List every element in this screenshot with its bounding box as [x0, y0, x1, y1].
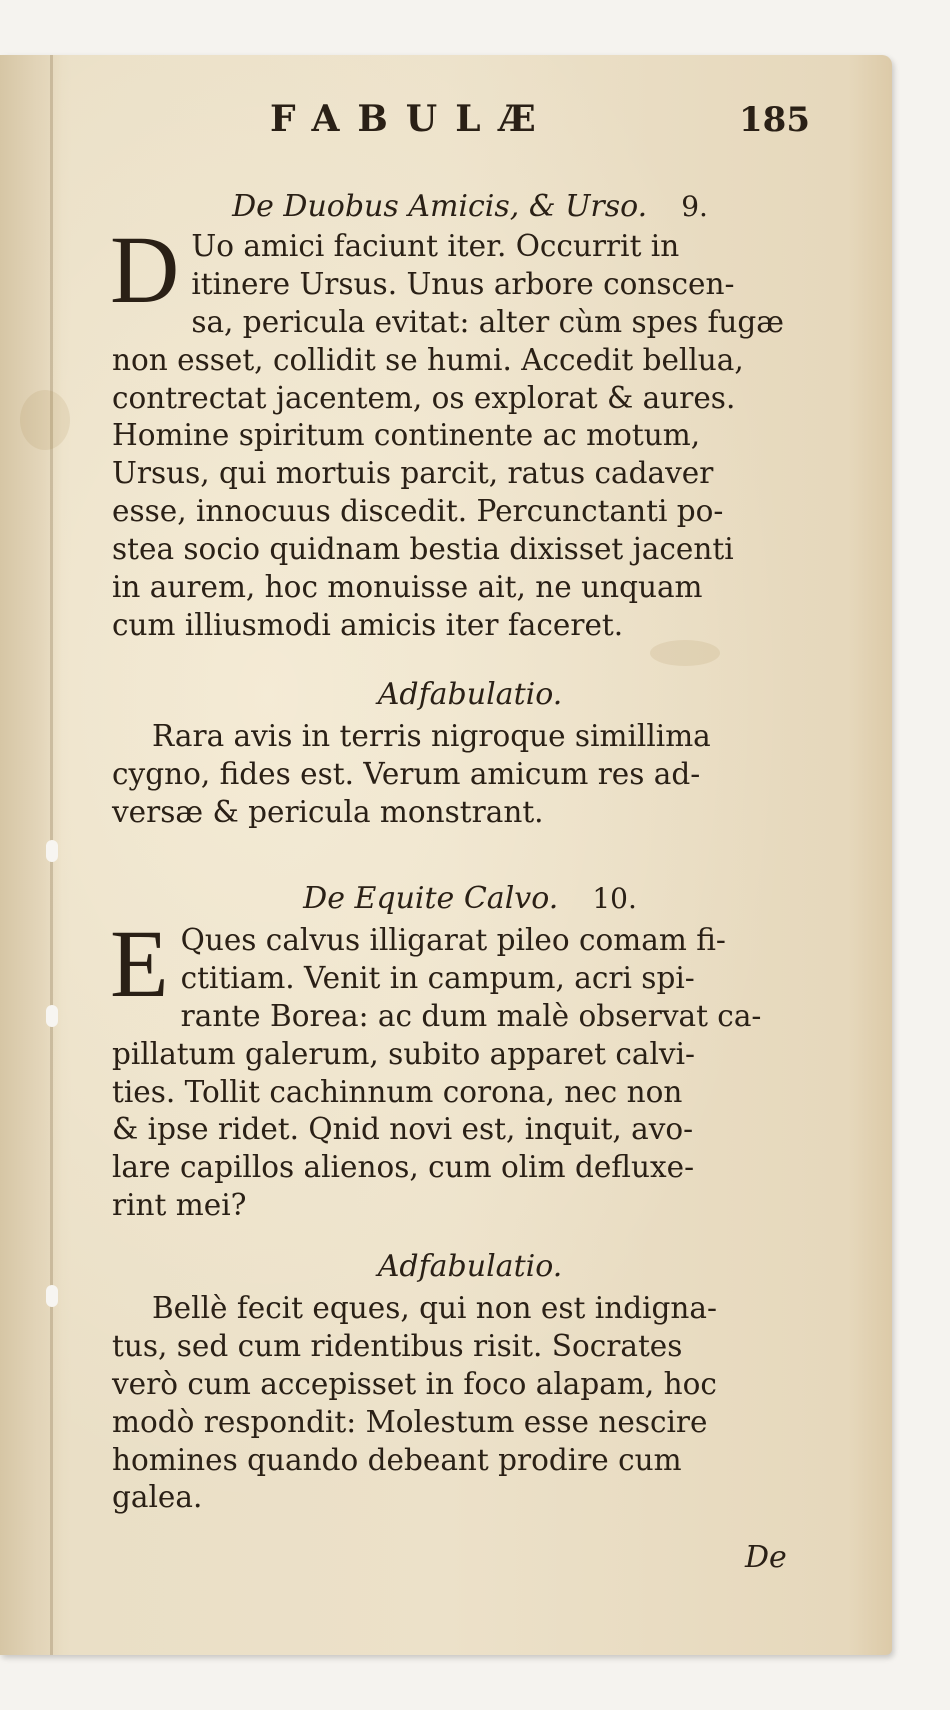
binding-hole: [46, 1005, 58, 1027]
fable-10-line: lare capillos alienos, cum olim defluxe-: [112, 1150, 695, 1185]
fable-9-moral-line: cygno, fides est. Verum amicum res ad-: [112, 756, 701, 791]
fable-10-line: rante Borea: ac dum malè observat ca-: [180, 998, 762, 1033]
binding-hole: [46, 840, 58, 862]
catchword: De: [745, 1540, 787, 1575]
fable-10-moral: [112, 1290, 834, 1517]
page-number: 185: [739, 100, 810, 140]
fable-9-line: esse, innocuus discedit. Percunctanti po-: [112, 494, 724, 529]
fable-9-heading: [110, 188, 830, 226]
fable-9-line: Homine spiritum continente ac motum,: [112, 418, 701, 453]
fable-10-moral-line: tus, sed cum ridentibus risit. Socrates: [112, 1328, 683, 1363]
fable-10-moral-line: Bellè fecit eques, qui non est indigna-: [152, 1291, 717, 1325]
fable-9-line: Uo amici faciunt iter. Occurrit in: [191, 229, 680, 263]
fable-10-heading: [110, 880, 830, 918]
fable-9-line: Ursus, qui mortuis parcit, ratus cadaver: [112, 456, 714, 491]
fable-10-title: De Equite Calvo.: [303, 881, 559, 916]
fable-9-moral-line: Rara avis in terris nigroque simillima: [152, 719, 711, 753]
fable-10-line: ties. Tollit cachinnum corona, nec non: [112, 1074, 683, 1109]
fable-9-line: in aurem, hoc monuisse ait, ne unquam: [112, 570, 703, 605]
fable-9-line: itinere Ursus. Unus arbore conscen-: [191, 266, 735, 301]
fable-10-line: ctitiam. Venit in campum, acri spi-: [180, 960, 695, 995]
fable-9-line: stea socio quidnam bestia dixisset jacenti: [112, 532, 734, 567]
fable-10-moral-line: verò cum accepisset in foco alapam, hoc: [112, 1366, 717, 1401]
fable-9-moral-title: Adfabulatio.: [377, 677, 563, 712]
fable-10-moral-line: homines quando debeant prodire cum: [112, 1442, 682, 1477]
paper-stain: [20, 390, 70, 450]
fable-9-number: 9.: [681, 190, 708, 223]
fable-10-number: 10.: [592, 882, 637, 915]
fable-10-line: Ques calvus illigarat pileo comam fi-: [180, 923, 726, 957]
fable-9-body: [110, 216, 834, 645]
binding-hole: [46, 1285, 58, 1307]
fable-10-line: & ipse ridet. Qnid novi est, inquit, avo-: [112, 1112, 694, 1147]
fable-10-dropcap: E: [110, 910, 169, 1017]
fable-10-moral-line: modò respondit: Molestum esse nescire: [112, 1404, 708, 1439]
fable-10-moral-title: Adfabulatio.: [377, 1249, 563, 1284]
fable-9-moral-line: versæ & pericula monstrant.: [112, 794, 544, 829]
fable-9-moral: [112, 718, 834, 832]
running-title: FABULÆ: [270, 98, 554, 140]
fable-9-line: contrectat jacentem, os explorat & aures.: [112, 380, 736, 415]
fable-10-line: rint mei?: [112, 1188, 247, 1223]
fable-9-title: De Duobus Amicis, & Urso.: [232, 189, 648, 224]
fable-10-body: [110, 910, 834, 1225]
fable-9-line: cum illiusmodi amicis iter faceret.: [112, 607, 624, 642]
fable-10-line: pillatum galerum, subito apparet calvi-: [112, 1036, 695, 1071]
fable-9-line: sa, pericula evitat: alter cùm spes fugæ: [191, 304, 784, 339]
fable-9-line: non esset, collidit se humi. Accedit bellua,: [112, 342, 744, 377]
running-head: [110, 98, 830, 158]
fable-10-moral-line: galea.: [112, 1480, 203, 1515]
fable-9-dropcap: D: [110, 216, 180, 323]
